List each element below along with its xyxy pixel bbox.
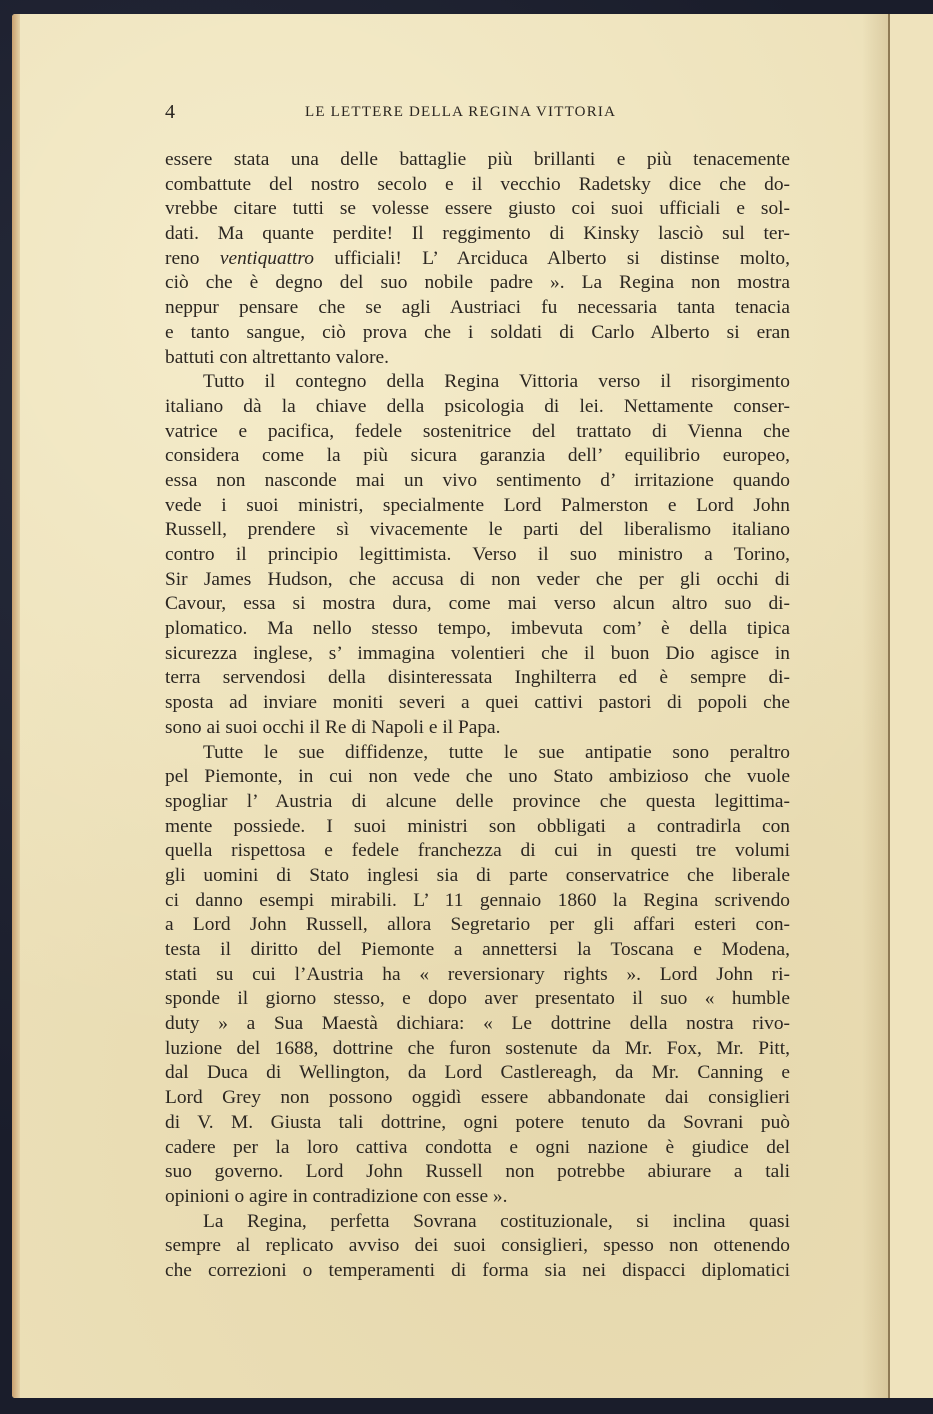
text-line: gli uomini di Stato inglesi sia di parte conservatrice che liberale — [165, 864, 790, 886]
text-line: pel Piemonte, in cui non vede che uno Stato ambizioso che vuole — [165, 766, 790, 788]
text-line: sposta ad inviare moniti severi a quei cattivi pastori di popoli che — [165, 692, 790, 714]
text-line: sempre al replicato avviso dei suoi consiglieri, spesso non ottenendo — [165, 1235, 790, 1257]
text-line: ci danno esempi mirabili. L’ 11 gennaio 1860 la Regina scrivendo — [165, 889, 790, 911]
running-header — [165, 101, 790, 125]
text-line: reno ventiquattro ufficiali! L’ Arciduca Alberto si distinse molto, — [165, 247, 790, 269]
text-line: dal Duca di Wellington, da Lord Castlereagh, da Mr. Canning e — [165, 1062, 790, 1084]
text-line: Tutto il contegno della Regina Vittoria verso il risorgimento — [203, 371, 790, 393]
facing-page-edge — [890, 14, 933, 1398]
text-line: La Regina, perfetta Sovrana costituzionale, si inclina quasi — [203, 1210, 790, 1232]
text-line: sponde il giorno stesso, e dopo aver presentato il suo « humble — [165, 988, 790, 1010]
text-line: testa il diritto del Piemonte a annettersi la Toscana e Modena, — [165, 939, 790, 960]
text-line: a Lord John Russell, allora Segretario per gli affari esteri con- — [165, 914, 790, 936]
text-line: combattute del nostro secolo e il vecchio Radetsky dice che do- — [165, 173, 790, 195]
text-line: cadere per la loro cattiva condotta e ogni nazione è giudice del — [165, 1136, 790, 1158]
text-line: contro il principio legittimista. Verso il suo ministro a Torino, — [165, 544, 790, 565]
page-edge — [12, 14, 20, 1398]
text-line: ciò che è degno del suo nobile padre ». La Regina non mostra — [165, 272, 790, 294]
text-line: luzione del 1688, dottrine che furon sostenute da Mr. Fox, Mr. Pitt, — [165, 1037, 790, 1059]
text-line: dati. Ma quante perdite! Il reggimento di Kinsky lasciò sul ter- — [165, 223, 790, 245]
text-line: spogliar l’ Austria di alcune delle province che questa legittima- — [165, 790, 790, 812]
text-line: Lord Grey non possono oggidì essere abbandonate dai consiglieri — [165, 1087, 790, 1109]
page-number: 4 — [165, 101, 175, 123]
text-line: che correzioni o temperamenti di forma sia nei dispacci diplomatici — [165, 1259, 790, 1281]
text-line: di V. M. Giusta tali dottrine, ogni potere tenuto da Sovrani può — [165, 1111, 790, 1133]
text-line: Russell, prendere sì vivacemente le parti del liberalismo italiano — [165, 519, 790, 541]
text-line: sicurezza inglese, s’ immagina volentieri che il buon Dio agisce in — [165, 642, 790, 664]
gutter-shadow — [862, 14, 890, 1398]
text-line: italiano dà la chiave della psicologia di lei. Nettamente conser- — [165, 395, 790, 417]
text-line: sono ai suoi occhi il Re di Napoli e il Papa. — [165, 716, 501, 738]
text-line: plomatico. Ma nello stesso tempo, imbevuta com’ è della tipica — [165, 618, 790, 640]
text-line: duty » a Sua Maestà dichiara: « Le dottrine della nostra rivo- — [165, 1013, 790, 1035]
text-line: terra servendosi della disinteressata Inghilterra ed è sempre di- — [165, 667, 790, 689]
running-title: LE LETTERE DELLA REGINA VITTORIA — [305, 104, 617, 120]
text-line: vatrice e pacifica, fedele sostenitrice del trattato di Vienna che — [165, 420, 790, 442]
text-line: vrebbe citare tutti se volesse essere giusto coi suoi ufficiali e sol- — [165, 198, 790, 220]
text-line: quella rispettosa e fedele franchezza di cui in questi tre volumi — [165, 840, 790, 862]
body-text — [165, 148, 790, 1284]
italic-emphasis: ventiquattro — [219, 247, 314, 269]
text-line: stati su cui l’Austria ha « reversionary rights ». Lord John ri- — [165, 963, 790, 985]
text-line: Cavour, essa si mostra dura, come mai verso alcun altro suo di- — [165, 593, 790, 615]
text-line: Tutte le sue diffidenze, tutte le sue antipatie sono peraltro — [203, 741, 790, 763]
text-line: considera come la più sicura garanzia dell’ equilibrio europeo, — [165, 445, 790, 467]
text-line: essere stata una delle battaglie più brillanti e più tenacemente — [165, 149, 790, 170]
text-line: opinioni o agire in contradizione con esse ». — [165, 1185, 508, 1207]
text-line: e tanto sangue, ciò prova che i soldati di Carlo Alberto si eran — [165, 321, 790, 343]
text-line: suo governo. Lord John Russell non potrebbe abiurare a tali — [165, 1161, 790, 1183]
text-line: battuti con altrettanto valore. — [165, 346, 389, 368]
text-line: essa non nasconde mai un vivo sentimento d’ irritazione quando — [165, 469, 790, 491]
text-line: neppur pensare che se agli Austriaci fu necessaria tanta tenacia — [165, 297, 790, 319]
text-line: vede i suoi ministri, specialmente Lord Palmerston e Lord John — [165, 494, 790, 516]
text-line: mente possiede. I suoi ministri son obbligati a contradirla con — [165, 815, 790, 837]
text-line: Sir James Hudson, che accusa di non veder che per gli occhi di — [165, 568, 790, 590]
